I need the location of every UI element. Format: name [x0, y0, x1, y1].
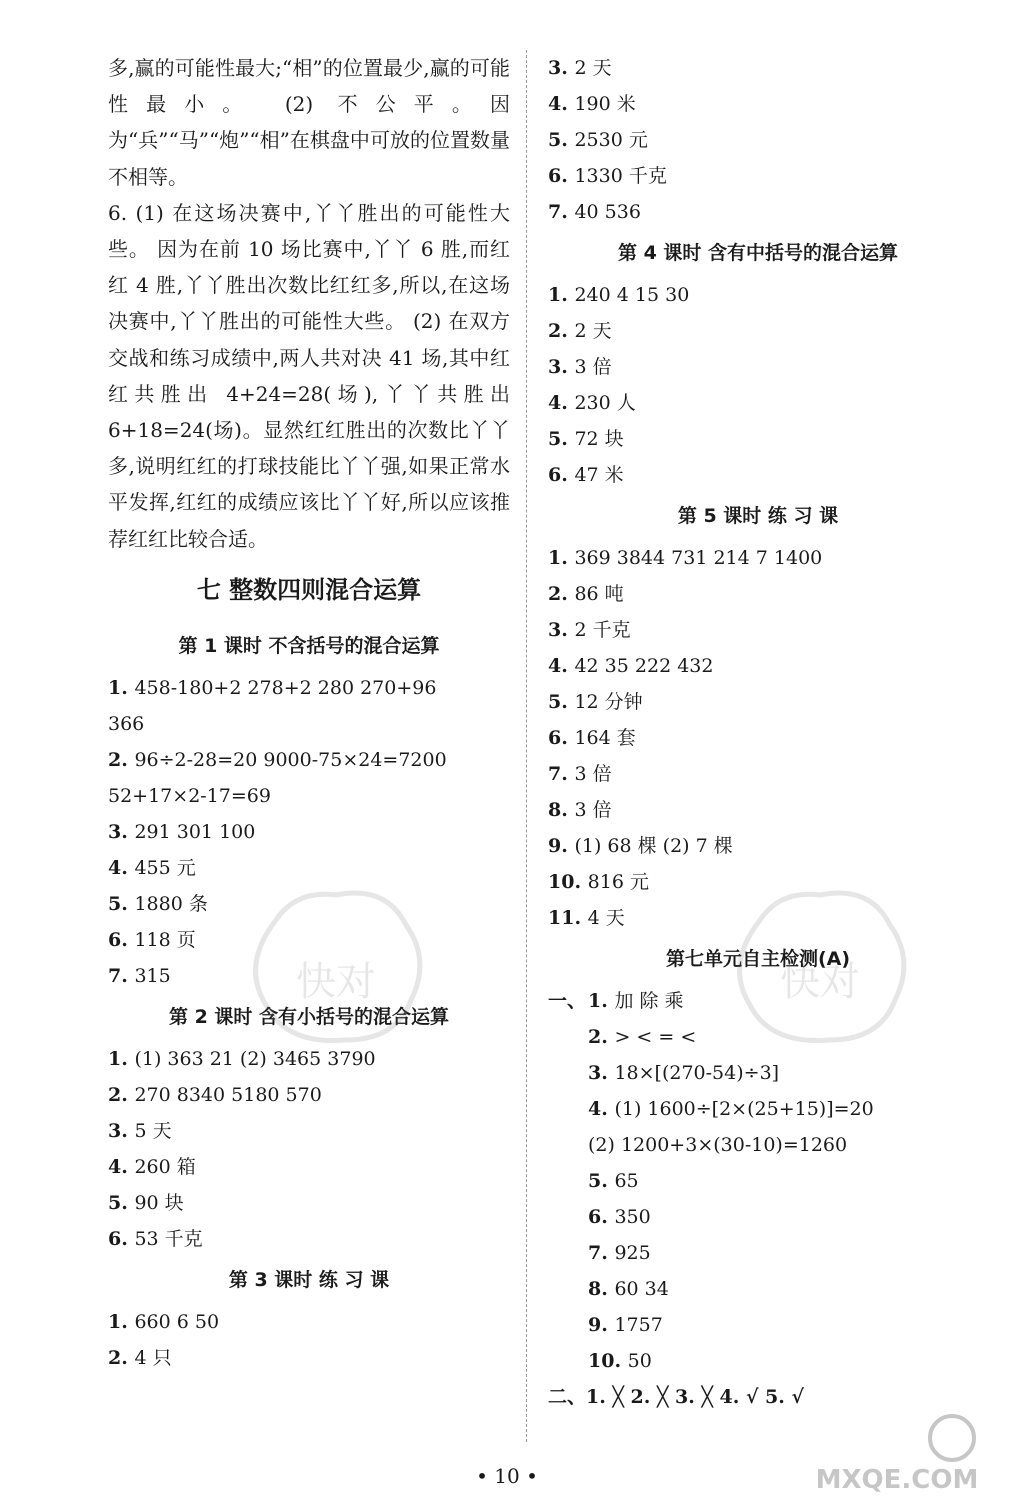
answer-number: 3.: [548, 57, 575, 79]
answer-number: 9.: [548, 835, 575, 857]
site-logo-icon: [802, 1408, 992, 1498]
answer-item: [548, 194, 968, 230]
answer-item: [108, 814, 510, 850]
right-column: [548, 50, 968, 1415]
answer-number: 5.: [548, 691, 575, 713]
answer-number: 4.: [588, 1098, 615, 1120]
answer-text: 2 千克: [574, 619, 631, 641]
answer-text: 369 3844 731 214 7 1400: [574, 547, 823, 569]
section-title: 七 整数四则混合运算: [196, 575, 422, 604]
answer-item: [588, 1343, 968, 1379]
answer-number: 11.: [548, 907, 588, 929]
answer-text: 260 箱: [134, 1155, 196, 1178]
answer-text: 47 米: [574, 464, 624, 486]
answer-text: 86 吨: [574, 583, 624, 605]
column-divider: [526, 50, 527, 1442]
lesson-title: 第 5 课时 练 习 课: [677, 505, 839, 527]
answer-text: 366: [108, 712, 145, 735]
answer-text: 118 页: [134, 928, 196, 951]
answer-item: [108, 670, 510, 706]
answer-text: 3 倍: [574, 763, 612, 785]
answer-number: 4.: [548, 655, 575, 677]
watermark-stamp-icon: [236, 880, 436, 1050]
answer-list: [548, 50, 968, 230]
answer-text: (1) 68 棵 (2) 7 棵: [574, 835, 733, 857]
answer-item: [548, 313, 968, 349]
answer-item: [548, 720, 968, 756]
answer-number: 6.: [548, 464, 575, 486]
answer-number: 6.: [548, 165, 575, 187]
answer-text: 230 人: [574, 392, 636, 414]
answer-text: 925: [614, 1242, 651, 1264]
answer-text: 5 天: [134, 1119, 172, 1142]
answer-number: 3.: [548, 619, 575, 641]
answer-number: 3.: [588, 1062, 615, 1084]
answer-item: [588, 1163, 968, 1199]
answer-number: 4.: [548, 93, 575, 115]
answer-item: [588, 1055, 968, 1091]
answer-item: [588, 1091, 968, 1127]
answer-number: 7.: [108, 964, 135, 987]
answer-item: [548, 684, 968, 720]
answer-number: 8.: [548, 799, 575, 821]
answer-item: [588, 1307, 968, 1343]
answer-item: [548, 50, 968, 86]
answer-text: 458-180+2 278+2 280 270+96: [134, 676, 437, 699]
answer-number: 9.: [588, 1314, 615, 1336]
answer-text: 4 只: [134, 1346, 172, 1369]
answer-item: [548, 349, 968, 385]
answer-number: 2.: [108, 1083, 135, 1106]
lesson-title: 第 3 课时 练 习 课: [228, 1268, 390, 1291]
answer-item: [548, 385, 968, 421]
answer-text: 加 除 乘: [614, 990, 684, 1012]
answer-text: (2) 1200+3×(30-10)=1260: [588, 1134, 848, 1156]
answer-text: 2 天: [574, 57, 612, 79]
answer-text: 1880 条: [134, 892, 208, 915]
answer-text: 40 536: [574, 201, 641, 223]
answer-item: [548, 158, 968, 194]
left-column: [108, 50, 510, 1376]
answer-item: [548, 277, 968, 313]
answer-text: 291 301 100: [134, 820, 256, 843]
answer-text: 96÷2-28=20 9000-75×24=7200: [134, 748, 447, 771]
answer-number: 6.: [548, 727, 575, 749]
answer-text: 90 块: [134, 1191, 184, 1214]
answer-number: 6.: [108, 1227, 135, 1250]
answer-text: 816 元: [587, 871, 649, 893]
answer-text: 1330 千克: [574, 165, 667, 187]
answer-list: [108, 1304, 510, 1376]
answer-text: 1757: [614, 1314, 663, 1336]
answer-text: 240 4 15 30: [574, 284, 690, 306]
answer-text: 65: [614, 1170, 639, 1192]
answer-item: [108, 1340, 510, 1376]
answer-text: 2530 元: [574, 129, 648, 151]
answer-number: 1.: [108, 676, 135, 699]
answer-number: 2.: [108, 748, 135, 771]
answer-item: [108, 706, 510, 742]
answer-item: [108, 1077, 510, 1113]
answer-number: 3.: [108, 820, 135, 843]
answer-item: [108, 1185, 510, 1221]
answer-item: [548, 792, 968, 828]
answer-number: 4.: [548, 392, 575, 414]
answer-text: 12 分钟: [574, 691, 643, 713]
answer-text: 2 天: [574, 320, 612, 342]
answer-text: 3 倍: [574, 799, 612, 821]
answer-number: 5.: [108, 1191, 135, 1214]
svg-text:快对: 快对: [780, 959, 860, 1005]
answer-text: 42 35 222 432: [574, 655, 714, 677]
answer-item: [588, 1235, 968, 1271]
answer-list: [548, 540, 968, 936]
answer-item: [108, 742, 510, 778]
lesson-title: 第 1 课时 不含括号的混合运算: [178, 634, 440, 657]
answer-list: [108, 1041, 510, 1257]
answer-item: [588, 1271, 968, 1307]
answer-text: 660 6 50: [134, 1310, 220, 1333]
answer-number: 2.: [548, 583, 575, 605]
answer-paragraph: 多,赢的可能性最大;“相”的位置最少,赢的可能性最小。 (2) 不公平。因为“兵”“马”“炮”“相”在棋盘中可放的位置数量不相等。: [108, 56, 510, 189]
answer-paragraph: 6. (1) 在这场决赛中,丫丫胜出的可能性大些。 因为在前 10 场比赛中,丫丫 6 胜,而红红 4 胜,丫丫胜出次数比红红多,所以,在这场决赛中,丫丫胜出的可能性大些。 (2) 在双方交战和练习成绩中,两人共对决 41 场,其中红红共胜出 4+24=28(场),丫丫共胜出 6+18=24(场)。显然红红胜出的次数比丫丫多,说明红红的打球技能比丫丫强,如果正常水平发挥,红红的成绩应该比丫丫好,所以应该推荐红红比较合适。: [108, 200, 510, 551]
answer-number: 7.: [548, 201, 575, 223]
answer-number: 1.: [108, 1310, 135, 1333]
answer-item: [548, 421, 968, 457]
answer-text: 52+17×2-17=69: [108, 784, 271, 807]
answer-item: [548, 457, 968, 493]
answer-item: [548, 612, 968, 648]
answer-number: 1.: [108, 1047, 135, 1070]
answer-text: (1) 363 21 (2) 3465 3790: [134, 1047, 376, 1070]
answer-item: [108, 1304, 510, 1340]
answer-item: [108, 1149, 510, 1185]
answer-text: 164 套: [574, 727, 636, 749]
answer-text: > < = <: [614, 1026, 697, 1048]
answer-number: 2.: [108, 1346, 135, 1369]
svg-text:MXQE.COM: MXQE.COM: [815, 1465, 979, 1495]
answer-item: [548, 576, 968, 612]
answer-number: 10.: [548, 871, 588, 893]
answer-number: 4.: [108, 856, 135, 879]
answer-item: [548, 756, 968, 792]
answer-text: (1) 1600÷[2×(25+15)]=20: [614, 1098, 874, 1120]
answer-number: 1.: [548, 284, 575, 306]
answer-number: 2.: [588, 1026, 615, 1048]
answer-item: [108, 1113, 510, 1149]
answer-text: 270 8340 5180 570: [134, 1083, 322, 1106]
answer-text: 4 天: [587, 907, 625, 929]
answer-number: 6.: [588, 1206, 615, 1228]
answer-number: 3.: [548, 356, 575, 378]
answer-text: 190 米: [574, 93, 636, 115]
answer-text: 455 元: [134, 856, 196, 879]
test-title: 第七单元自主检测(A): [665, 948, 851, 970]
page-number: • 10 •: [476, 1464, 538, 1488]
part-label: 一、: [548, 990, 587, 1012]
answer-item: [548, 540, 968, 576]
answer-text: 50: [627, 1350, 652, 1372]
lesson-title: 第 2 课时 含有小括号的混合运算: [168, 1005, 450, 1028]
answer-number: 10.: [588, 1350, 628, 1372]
answer-number: 6.: [108, 928, 135, 951]
answer-text: 3 倍: [574, 356, 612, 378]
answer-number: 5.: [548, 428, 575, 450]
answer-number: 1.: [548, 547, 575, 569]
answer-number: 5.: [548, 129, 575, 151]
answer-number: 7.: [548, 763, 575, 785]
answer-text: 53 千克: [134, 1227, 203, 1250]
answer-number: 5.: [108, 892, 135, 915]
answer-item: [588, 1127, 968, 1163]
answer-item: [548, 648, 968, 684]
answer-number: 1.: [588, 990, 615, 1012]
watermark-stamp-icon: [720, 880, 920, 1050]
answer-text: 315: [134, 964, 171, 987]
answer-number: 4.: [108, 1155, 135, 1178]
answer-text: 350: [614, 1206, 651, 1228]
answer-text: 72 块: [574, 428, 624, 450]
answer-number: 2.: [548, 320, 575, 342]
answer-item: [548, 828, 968, 864]
answer-item: [548, 122, 968, 158]
answer-item: [108, 1221, 510, 1257]
answer-number: 5.: [588, 1170, 615, 1192]
answer-text: 60 34: [614, 1278, 669, 1300]
lesson-title: 第 4 课时 含有中括号的混合运算: [617, 242, 899, 264]
answer-number: 8.: [588, 1278, 615, 1300]
answer-item: [548, 86, 968, 122]
answer-item: [108, 778, 510, 814]
svg-text:快对: 快对: [296, 959, 376, 1005]
answer-list: [548, 277, 968, 493]
answer-number: 3.: [108, 1119, 135, 1142]
answer-number: 7.: [588, 1242, 615, 1264]
test-part-two: 二、1. ╳ 2. ╳ 3. ╳ 4. √ 5. √: [548, 1386, 804, 1408]
answer-text: 18×[(270-54)÷3]: [614, 1062, 780, 1084]
answer-item: [588, 1199, 968, 1235]
